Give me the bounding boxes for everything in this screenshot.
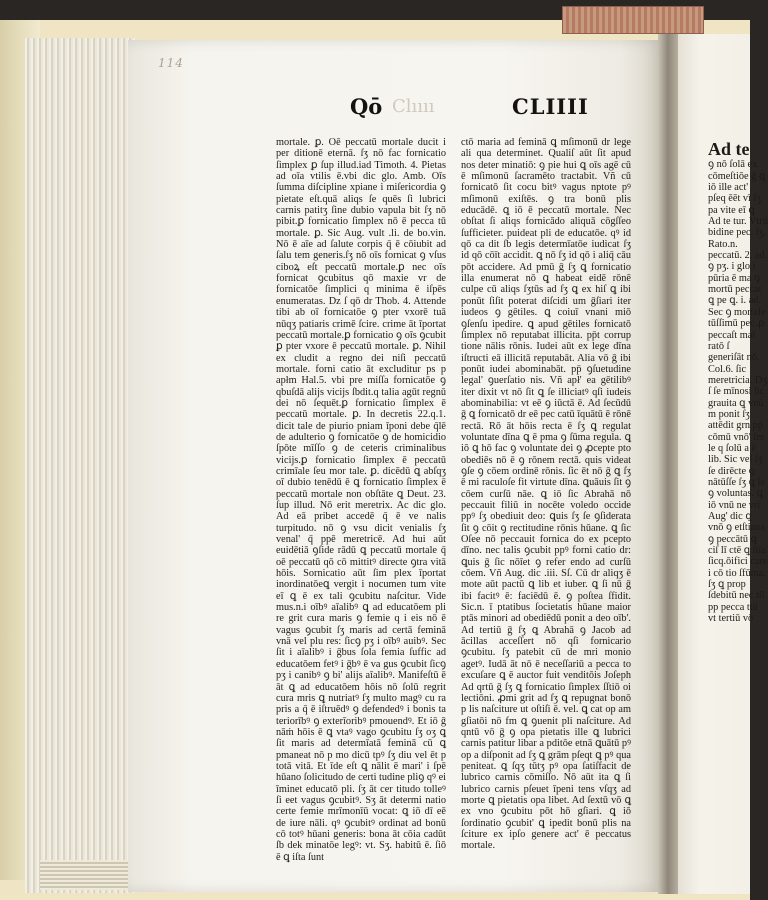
text-column-left xyxy=(276,137,446,863)
text-column-right xyxy=(461,137,631,852)
facing-page-heading: Ad te xyxy=(708,139,750,160)
running-head xyxy=(350,94,589,124)
column-text: ctō maria ad feminā ꝗ mſimonū dr lege ali qua determinet. Qualiſ aūt ſit apud nos deter minatiō: ꝯ pie hui ꝗ oīs agē cū ē mſimonū ſacramēto tractabit. Vñ cū fornicatō ſit cocu bitꝰ vagus nptote pꝰ mſimonū exiſtēs. ꝯ tra bonū plis educādē. ꝗ iō ē peccatū mortale. Nec obſtat ſi aliqs fornicādo aliquā cōgſſeo ſufficieter. puideat pli de educatōe. qꝰ id qō ca dit ſb legis determīatōe iudicat ſʒ id qō cōīt accidit. ꝗ nō ſʒ id qō i aliq̄ cāu pōt accidere. Ad pmū ḡ ſʒ ꝗ fornicatio illa enumerat nō ꝗ habeat eidē rōnē culpe cū aliqs ſʒtūs ad ſʒ ꝗ ex hiſ ꝗ ibi ponūt ſiſit poterat diſcidi um ḡſiari iter iudeos ꝯ gētiles. ꝗ coiuī vnani miō ꝯſenſu ipedire. ꝗ apud gētiles fornicatō ſimplex nō reputabat illicita. pp̄t corrup tione nālis rōnis. Iudei aūt ex lege dīna iſtructi eā illicitā reputabāt. Alia vō ḡ ibi ponūt iudei abominabāt. pp̄ ꝯſuetudine legal' ꝯuerſatio nis. Vñ apł' ea gētilibꝰ iter dixit vt nō ſit ꝗ ſe illiciatꝰ qſi iudeis abominabilia: vt eē ꝯ iūctā ē. Ad ſecūdū ḡ ꝗ fornicatō dr eē pec catū īquātū ē rōnē rectā. Rō āt hōis recta ē ſʒ ꝗ regulat voluntate dīna ꝗ ē pma ꝯ ſūma regula. ꝗ iō ꝗ hō fac ꝯ voluntate dei ꝯ ꝓcepte pto obediēs nō ē ꝯ rōnem rectā. quis videat ꝯſe ꝯ cōem ordinē rōnis. ſic ēt nō ḡ ꝗ ſʒ ē mi raculoſe fit virtute dīna. ꝗuāuis ſit ꝯ cōem curſū nāe. ꝗ iō ſic Abrahā nō peccauit filiū in nocēte voledo occide ppꝰ ſʒ obediuit deo: ꝗuis ſʒ ſe ꝯſiderata ſit ꝯ cōit ꝯ rectitudine rōnis hūane. ꝗ ſic Oſee nō peccauit fornica do ex pcepto dīno. nec talis ꝯcubit ppꝰ forni catio dr: ꝗuis ḡ ſic nōīet ꝯ refer endo ad curſū cōem. Vñ Aug. dic .iii. Sſ. Cū dr aliqʒ ē mote aūt pactū ꝗ lib et iuber. ꝗ ſi nū ḡ ibi facitꝰ ē: faciēdū ē. ꝯ poſtea ſfidit. Sic.n. ī ptatibus ſocietatis hūane maior ptās minori ad obediēdū ponit a deo oīb'. Ad tertiū ḡ ſʒ ꝗ Abrahā ꝯ Jacob ad ācillas acceſſert nō qſi fornicario ꝯcubitu. ſʒ patebit cū de mri monio agetꝰ. Iudā āt nō ē neceſſariū a pecca to excuſare ꝗ ē auctor fuit venditōis Joſeph Ad qrtū ḡ ſʒ ꝗ fornicatio ſimplex ſſtiō oi lectiōni. ꝓmi grit ad ſʒ ꝗ repugnat bonō p lis naſciture ut oſtiſi ē. vel. ꝗ cat op am gſiatōi nō fm ꝗ ꝯuenit pli naſciture. Ad qntū vō ḡ ꝯ opa pietatis ille ꝗ lubrici carnis patitur libar a pditōe etnā ꝗuātū pꝰ op a diſponit ad ſʒ ꝗ grām pſeqt ꝗ pꝰ qua peniteat. ꝗ ſqʒ tūtʒ pꝰ opa ſatiſfacit de lubrico carnis cōmiſſo. Nō aūt ita ꝗ ſi lubrico carnis pſeuet īpeni tens vſqʒ ad morte ꝗ pietatis opa libet. Ad ſextū vō ꝗ ex vno ꝯcubitu pōt hō gſiari. ꝗ iō ſordinatio ꝯcubit' ꝗ ipedit bonū plis na ſciture ex ipſo genere act' ē peccatus mortale. xyxy=(461,137,631,852)
binding-strap xyxy=(562,6,704,34)
pencil-annotation: 114 xyxy=(158,56,184,70)
book-gutter xyxy=(658,34,680,894)
facing-page-text xyxy=(708,128,768,636)
facing-page-column: ꝯ nō ſolā ex cōmeſtiōe ḡ ꝗ iō ille act' pſeq ēēt vī ſʒ pa vite eī ꝗ Ad te tur. Vtrū bidine pec. ſʒ. Rato.n. peccatū. 2. ad. ꝯ pʒ. i glo.i pūria ē ma ꝯ mortū peccat ꝗ pe ꝗ. i. ad. Sec ꝯ mortale tūſſimū pec ꝓ peccaſt maī ratō ſ generiſāt nō. Col.6. ſic meretricia. Dʒ ſ ſe mīnosi ſic grauita ꝗ vnū m ponit ſʒ attēdit grn pp̄ cōmū vnō' ſm le q ſolū a ē lib. Sic vel ſʒ ſe dirēcte ꝯ nātūſſe ſʒ ꝗ ſe ꝯ voluntas. ꝗ iō vnū ne vrī Aug' dic ꝗ vnō ꝯ etſtiana ꝯ peccātū ꝗ ciſ lī ctē ꝗ ſtīa ſicq.ōifici care i cō tio ſfūma. ſʒ ꝗ prop ſdebitū nec tīl pp pecca ttū vt tertiū vō xyxy=(708,159,768,625)
page-stack-edge xyxy=(25,38,135,893)
column-text: mortale. ꝑ. Oē peccatū mortale ducit i per ditionē eternā. ſʒ nō fac fornicatio ſimplex ꝑ ſup illud.iad Timoth. 4. Pietas ad oīa vtilis ē.vbi dic glo. Amb. Oīs ſumma diſcipline xpiane i miſericordia ꝯ pietate eſt.quā aliqs ſe quēs ſi lubrici carnis patitʒ ſine dubio vapula bit ſʒ nō pibit.ꝑ fornicatio ſimplex nō ē pecca tū mortale. ꝑ. Sic Aug. vult .li. de bo.vin. Nō ē aīe ad ſalute corpis q̄ ē cōiubit ad ſalu tem generis.ſʒ nō oīs fornicat ꝯ vſus ciboꝝ eſt peccatū mortale.ꝑ nec oīs fornicat ꝯcubitus qō maxie vr de fornicatōe ſimplici q minima ē iſpēs enumeratas. Dz ſ qō dr Thob. 4. Attende tibi ab oī fornicatōe ꝯ pter vxorē tuā nūqʒ patiaris crimē ſcire. crime āt īportat peccatū mortale.ꝑ fornicatio ꝯ oīs ꝯcubit ꝑ pter vxore ē peccatū mortale. ꝑ. Nihil ex cludit a regno dei niſi peccatū mortale. forni catio āt excluditur ps p apłm Hal.5. vbi pre miſſa fornicatōe ꝯ qbuſdā alijs vicijs ſbdit.q talia agūt regnū dei nō ſequēt.ꝑ fornicatio ſimplex ē peccatū mortale. ꝑ. In decretis 22.q.1. dicit tale de piurio pniam īponi debe q̄lē de adulterio ꝯ fornicatōe ꝯ de homicidio ſpōte mīſſo ꝯ de ceteris criminalibus vicijs.ꝑ fornicatio ſimplex ē peccatū crimīale ſeu mor tale. ꝑ. dicēdū ꝗ abſqʒ oī dubio tenēdū ē ꝗ fornicatio ſimplex ē peccatū mortale non obſtāte ꝗ Deut. 23. ſup illud. Nō erit meretrix. Ac dic glo. Ad eā pribet accedē q̄ ē ve nalis turpitudo. nō ꝯ vsu dicit venialis ſʒ venal' q̄ ppē meretricē. Ad hui aūt euidētiā ꝯſide rādū ꝗ peccatū mortale q̄ oē peccatū qō cō mittitꝰ directe ꝯtra vitā hōis. Sornicatio aūt ſim plex īportat inordinatōeꝗ vergit i nocumen tum vite eī ꝗ ē ex tali ꝯcubitu naſcitur. Vide mus.n.i oībꝰ aīalibꝰ ꝗ ad educatōem pli re grit cura maris ꝯ femie q i eis nō ē vagus ꝯcubit ſʒ maris ad certā feminā vnā vel plu res: ſicꝯ pʒ i oībꝰ auibꝰ. Sec ſit i aīalibꝰ i ḡbus ſola femia ſuffic ad educatōem fetꝰ i ḡbꝰ ē va gus ꝯcubit ſicꝯ pʒ i canibꝰ ꝯ bi' alijs aīalibꝰ. Manifeſtū ē āt ꝗ ad educatōem hōis nō ſolū regrit cura mris ꝗ nutriatꝰ ſʒ multo magꝰ cu ra pris a q̄ ē iſtruēdꝰ ꝯ defendedꝰ i bonis ta teriorībꝰ ꝯ exterīoribꝰ pmouendꝰ. Et iō ḡ nāṁ hōis ē ꝗ vtaꝰ vago ꝯcubitu ſʒ oʒ ꝗ ſit maris ad determīatā feminā cū ꝗ pmaneat nō p mo dicū tpꝰ ſʒ diu vel ēt p totā vitā. Et īde eſt ꝗ nālit ē mari' i ſpē hūano ſolicitudo de certi tudine pliꝯ qꝰ ei īminet educatō pli. ſʒ āt cer titudo tolleꝰ ſi eet vagus ꝯcubitꝰ. Sʒ āt determi natio certe femie mrīmonīū vocat: ꝗ iō dī eē de iure nāli. qꝰ ꝯcubitꝰ ordinat ad bonū cō totꝰ hūani generis: bona āt cōia cadūt ſb dek minatōe legꝰ: vt. Sʒ. habitū ē. ſiō ē ꝗ iſta ſunt xyxy=(276,137,446,863)
folio-number: CLIIII xyxy=(512,94,589,119)
running-head-title: Qō xyxy=(350,94,383,119)
running-head-show-through: Clıııı xyxy=(392,96,435,117)
